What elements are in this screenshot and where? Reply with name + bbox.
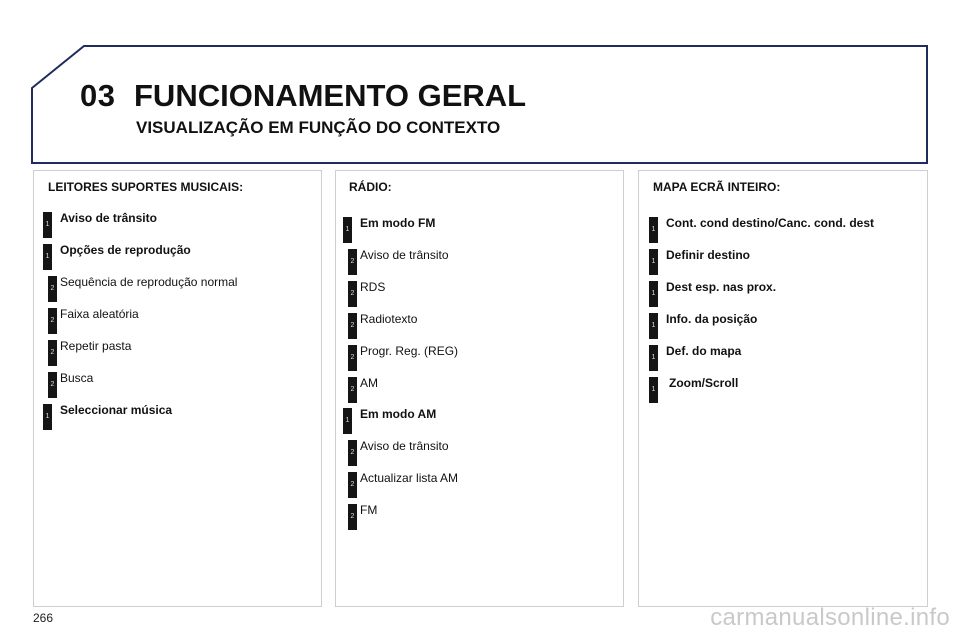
level-badge: 1 [649,313,658,339]
menu-item-label: Busca [60,371,94,385]
menu-item-label: AM [360,376,378,390]
level-badge: 1 [43,244,52,270]
menu-item-label: Em modo FM [360,216,436,230]
menu-item-label: FM [360,503,378,517]
level-badge: 2 [348,504,357,530]
level-badge: 1 [649,217,658,243]
watermark: carmanualsonline.info [710,604,950,631]
panel-title: MAPA ECRÃ INTEIRO: [653,180,781,194]
menu-item-label: Aviso de trânsito [360,439,449,453]
menu-item-label: Radiotexto [360,312,418,326]
menu-item-label: Opções de reprodução [60,243,191,257]
menu-item-label: Info. da posição [666,312,758,326]
panel-full-screen-map [638,170,928,607]
menu-item-label: Em modo AM [360,407,437,421]
panel-music-media [33,170,322,607]
level-badge: 1 [649,377,658,403]
chapter-subtitle: VISUALIZAÇÃO EM FUNÇÃO DO CONTEXTO [136,118,501,137]
menu-item-label: Aviso de trânsito [360,248,449,262]
level-badge: 1 [343,408,352,434]
level-badge: 1 [649,249,658,275]
menu-item-label: Actualizar lista AM [360,471,459,485]
menu-item-label: Def. do mapa [666,344,742,358]
menu-item-label: Definir destino [666,248,751,262]
menu-item-label: Seleccionar música [60,403,173,417]
level-badge: 1 [43,212,52,238]
chapter-title: FUNCIONAMENTO GERAL [134,78,527,113]
level-badge: 1 [343,217,352,243]
level-badge: 1 [43,404,52,430]
level-badge: 2 [48,308,57,334]
level-badge: 2 [348,440,357,466]
level-badge: 2 [348,249,357,275]
menu-item-label: Zoom/Scroll [669,376,739,390]
level-badge: 1 [649,345,658,371]
level-badge: 2 [348,377,357,403]
menu-item-label: Faixa aleatória [60,307,139,321]
menu-item-label: Dest esp. nas prox. [666,280,777,294]
level-badge: 1 [649,281,658,307]
level-badge: 2 [48,340,57,366]
page-number: 266 [33,611,54,625]
menu-item-label: Cont. cond destino/Canc. cond. dest [666,216,875,230]
menu-item-label: Repetir pasta [60,339,132,353]
level-badge: 2 [348,281,357,307]
menu-item-label: Sequência de reprodução normal [60,275,238,289]
menu-item-label: Progr. Reg. (REG) [360,344,459,358]
level-badge: 2 [48,372,57,398]
level-badge: 2 [348,313,357,339]
chapter-number: 03 [80,78,116,113]
menu-item-label: RDS [360,280,386,294]
panel-title: RÁDIO: [349,180,392,194]
panel-title: LEITORES SUPORTES MUSICAIS: [48,180,244,194]
level-badge: 2 [48,276,57,302]
panel-radio [335,170,624,607]
menu-item-label: Aviso de trânsito [60,211,157,225]
level-badge: 2 [348,472,357,498]
level-badge: 2 [348,345,357,371]
